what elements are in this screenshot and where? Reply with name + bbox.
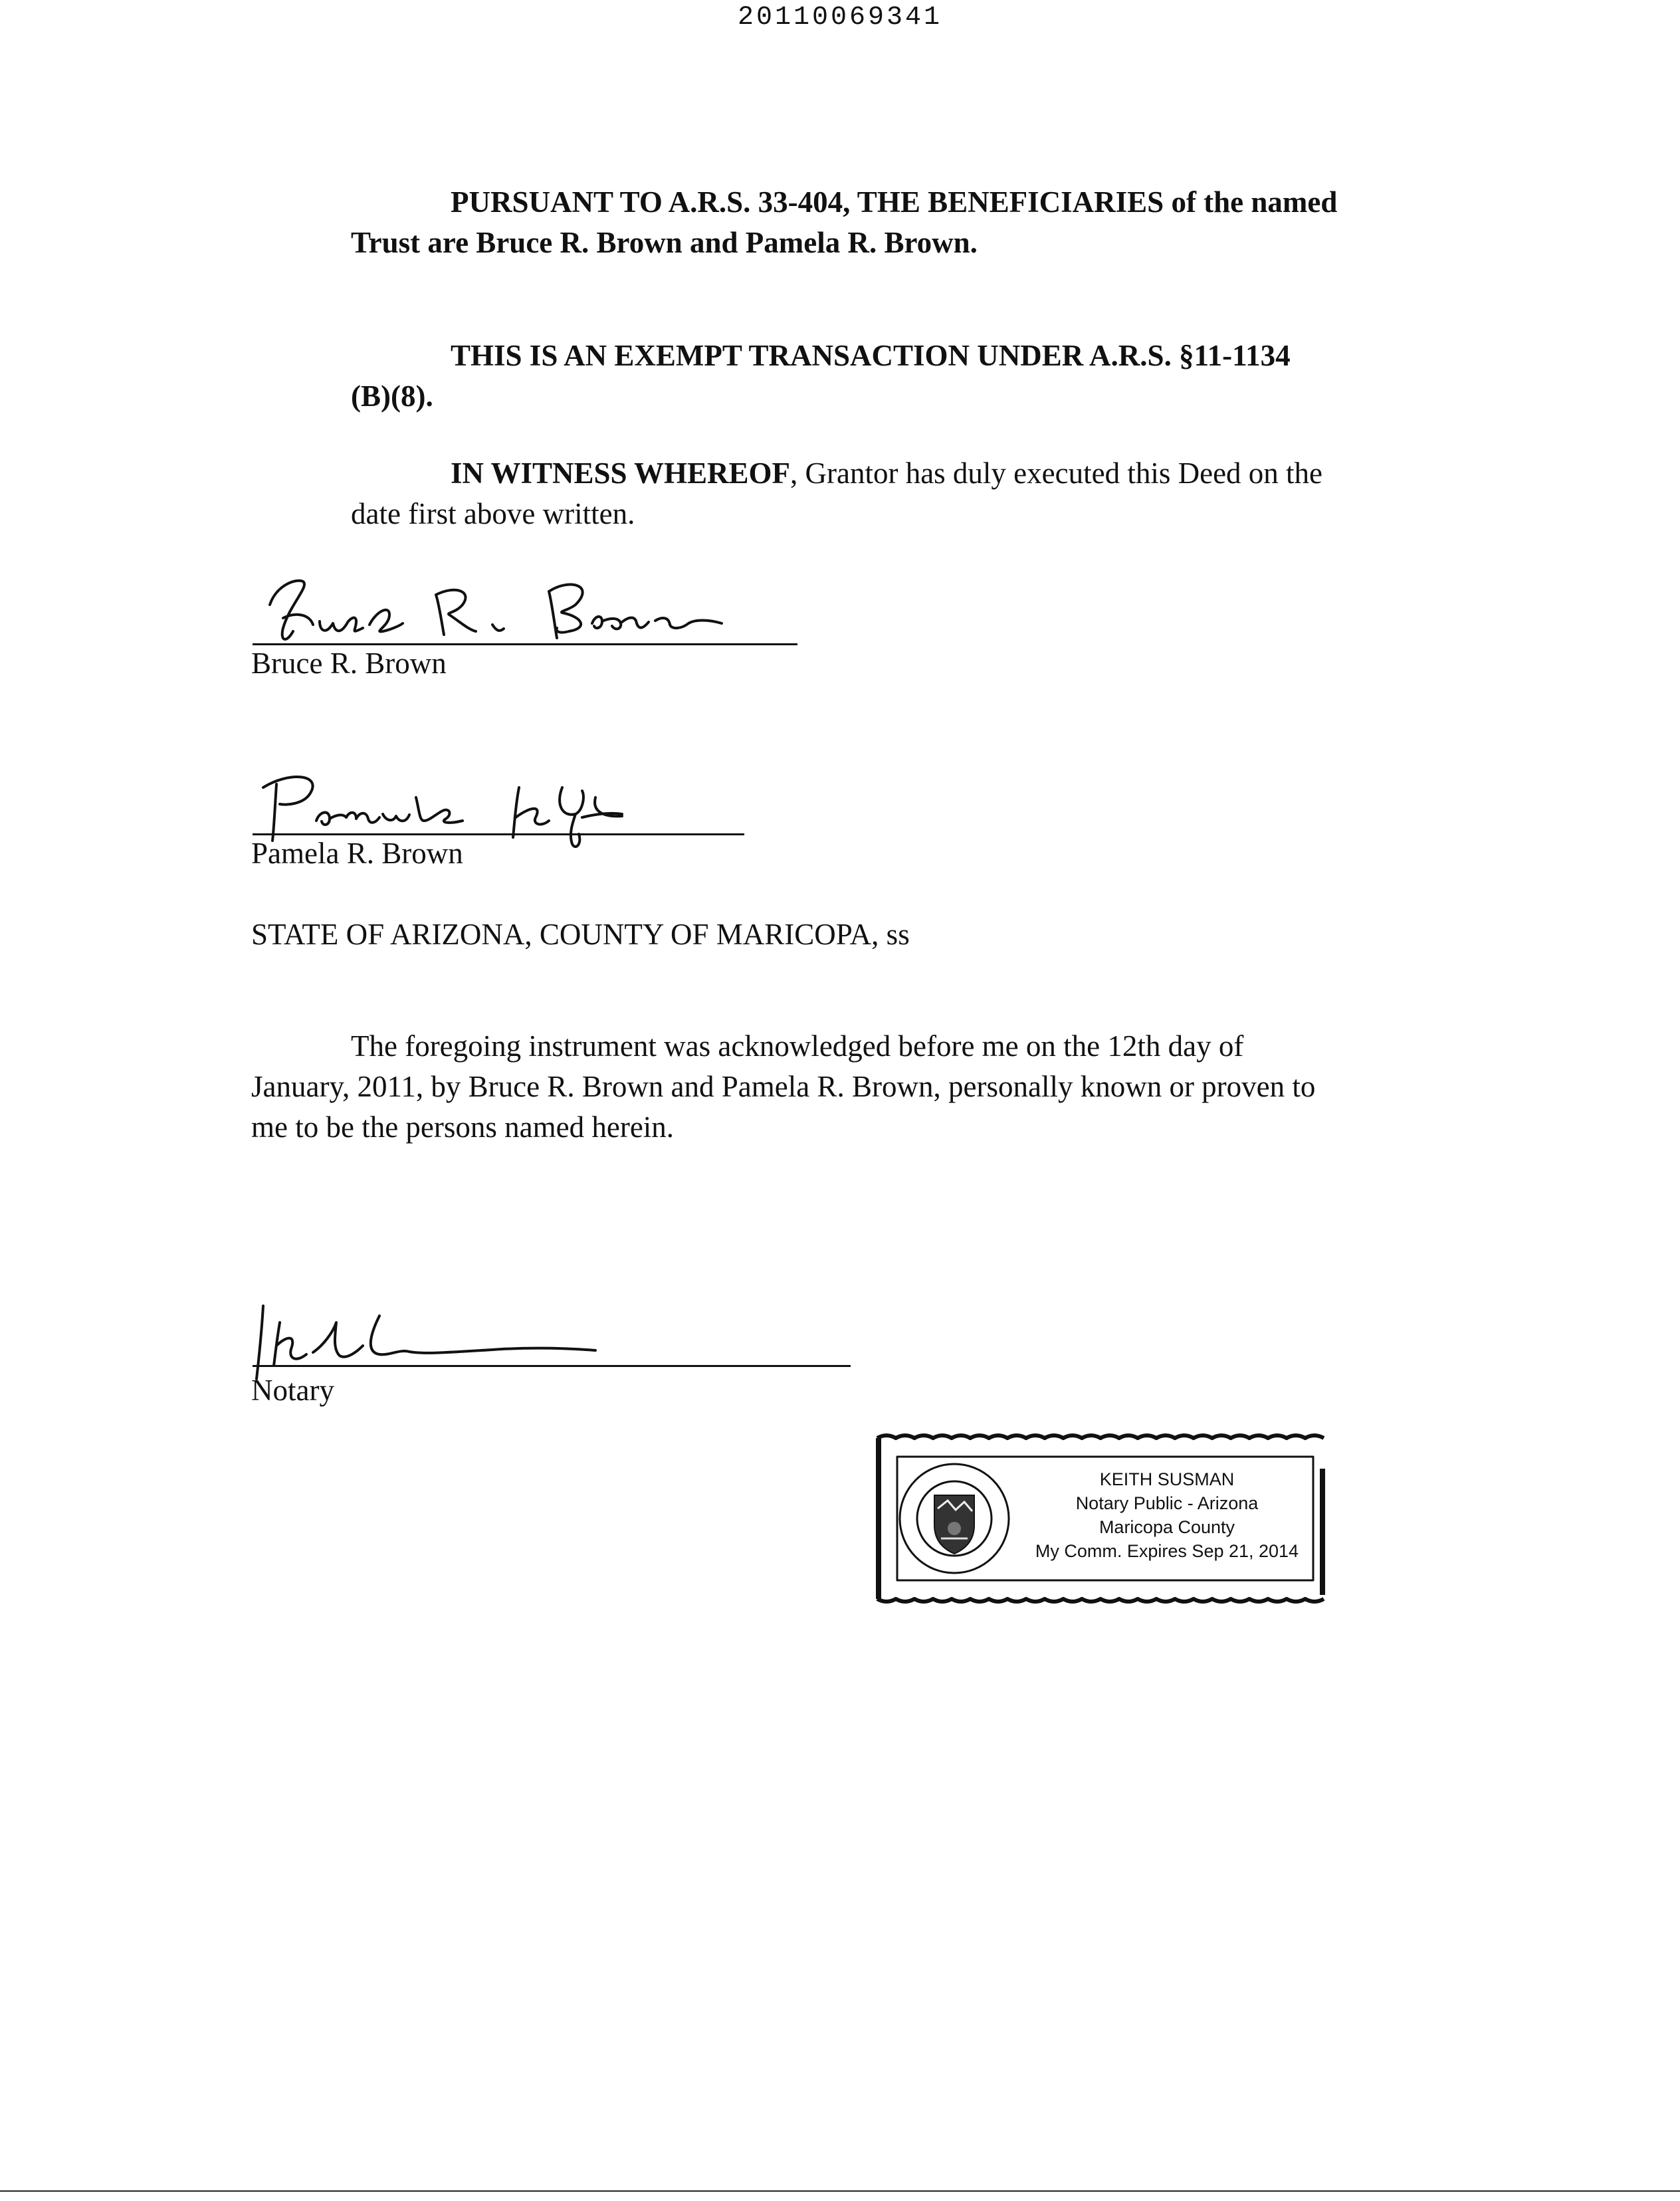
- witness-line-1: [451, 453, 1322, 494]
- notary-stamp-title: Notary Public - Arizona: [1075, 1493, 1259, 1513]
- pamela-brown-name: Pamela R. Brown: [251, 837, 463, 870]
- exempt-line-1: THIS IS AN EXEMPT TRANSACTION UNDER A.R.S. §11-1134: [451, 339, 1291, 372]
- witness-line-2: date first above written.: [351, 497, 635, 530]
- beneficiaries-line-2: Trust are Bruce R. Brown and Pamela R. Brown.: [351, 226, 978, 259]
- exempt-transaction-paragraph: [351, 336, 1481, 422]
- acknowledgment-line-2: January, 2011, by Bruce R. Brown and Pamela R. Brown, personally known or proven to: [251, 1070, 1316, 1103]
- notary-stamp-county: Maricopa County: [1099, 1517, 1235, 1537]
- bruce-brown-name: Bruce R. Brown: [251, 647, 447, 680]
- venue-line: STATE OF ARIZONA, COUNTY OF MARICOPA, ss: [251, 918, 910, 951]
- notary-stamp: [875, 1429, 1326, 1608]
- acknowledgment-line-1: The foregoing instrument was acknowledged before me on the 12th day of: [351, 1029, 1244, 1063]
- scan-edge-line: [0, 2190, 1680, 2192]
- state-seal-icon: [900, 1464, 1009, 1573]
- notary-stamp-text: [1021, 1467, 1313, 1563]
- bruce-brown-signature: [257, 565, 801, 651]
- acknowledgment-line-3: me to be the persons named herein.: [251, 1110, 675, 1144]
- witness-rest: , Grantor has duly executed this Deed on the: [790, 457, 1323, 490]
- witness-bold-lead: IN WITNESS WHEREOF: [451, 457, 790, 490]
- recording-number: 20110069341: [737, 3, 943, 33]
- exempt-line-2: (B)(8).: [351, 379, 433, 413]
- witness-paragraph: [351, 453, 1481, 540]
- pamela-brown-signature-line: [253, 833, 744, 835]
- notary-label: Notary: [251, 1374, 334, 1407]
- acknowledgment-paragraph: [251, 1026, 1481, 1152]
- beneficiaries-paragraph: [351, 182, 1481, 268]
- bruce-brown-signature-line: [253, 643, 797, 645]
- notary-signature: [250, 1296, 595, 1382]
- notary-signature-line: [253, 1365, 851, 1367]
- notary-stamp-expiration: My Comm. Expires Sep 21, 2014: [1035, 1541, 1299, 1561]
- notary-stamp-name: KEITH SUSMAN: [1099, 1469, 1235, 1489]
- beneficiaries-line-1: PURSUANT TO A.R.S. 33-404, THE BENEFICIARIES of the named: [451, 185, 1338, 219]
